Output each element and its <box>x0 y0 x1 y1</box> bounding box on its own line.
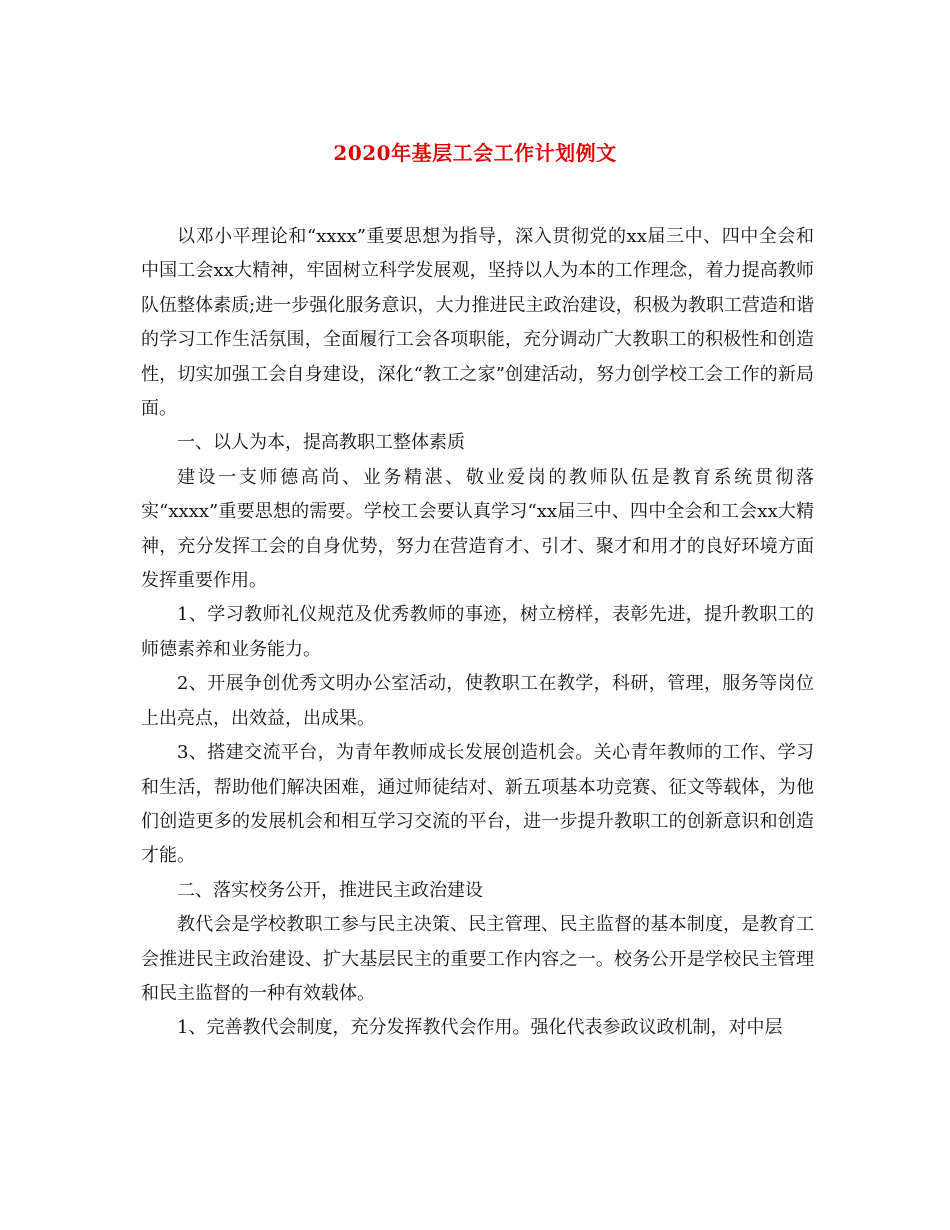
list-item-1-1: 1、学习教师礼仪规范及优秀教师的事迹，树立榜样，表彰先进，提升教职工的师德素养和业务能力。 <box>141 604 814 660</box>
paragraph-section-1: 建设一支师德高尚、业务精湛、敬业爱岗的教师队伍是教育系统贯彻落实“xxxx”重要思想的需要。学校工会要认真学习“xx届三中、四中全会和工会xx大精神，充分发挥工会的自身优势，努力在营造育才、引才、聚才和用才的良好环境方面发挥重要作用。 <box>141 466 814 592</box>
document-body <box>141 220 814 1046</box>
list-item-2-1: 1、完善教代会制度，充分发挥教代会作用。强化代表参政议政机制，对中层 <box>177 1017 783 1039</box>
list-item-1-3: 3、搭建交流平台，为青年教师成长发展创造机会。关心青年教师的工作、学习和生活，帮助他们解决困难，通过师徒结对、新五项基本功竞赛、征文等载体，为他们创造更多的发展机会和相互学习交流的平台，进一步提升教职工的创新意识和创造才能。 <box>141 742 814 867</box>
section-heading-2: 二、落实校务公开，推进民主政治建设 <box>177 879 483 901</box>
section-heading-1: 一、以人为本，提高教职工整体素质 <box>177 432 465 454</box>
list-item-1-2: 2、开展争创优秀文明办公室活动，使教职工在教学，科研，管理，服务等岗位上出亮点，出效益，出成果。 <box>141 673 814 729</box>
paragraph-intro: 以邓小平理论和“xxxx”重要思想为指导，深入贯彻党的xx届三中、四中全会和中国工会xx大精神，牢固树立科学发展观，坚持以人为本的工作理念，着力提高教师队伍整体素质;进一步强化服务意识，大力推进民主政治建设，积极为教职工营造和谐的学习工作生活氛围，全面履行工会各项职能，充分调动广大教职工的积极性和创造性，切实加强工会自身建设，深化“教工之家”创建活动，努力创学校工会工作的新局面。 <box>141 226 814 420</box>
paragraph-section-2: 教代会是学校教职工参与民主决策、民主管理、民主监督的基本制度，是教育工会推进民主政治建设、扩大基层民主的重要工作内容之一。校务公开是学校民主管理和民主监督的一种有效载体。 <box>141 914 814 1004</box>
document-title: 2020年基层工会工作计划例文 <box>333 141 617 165</box>
